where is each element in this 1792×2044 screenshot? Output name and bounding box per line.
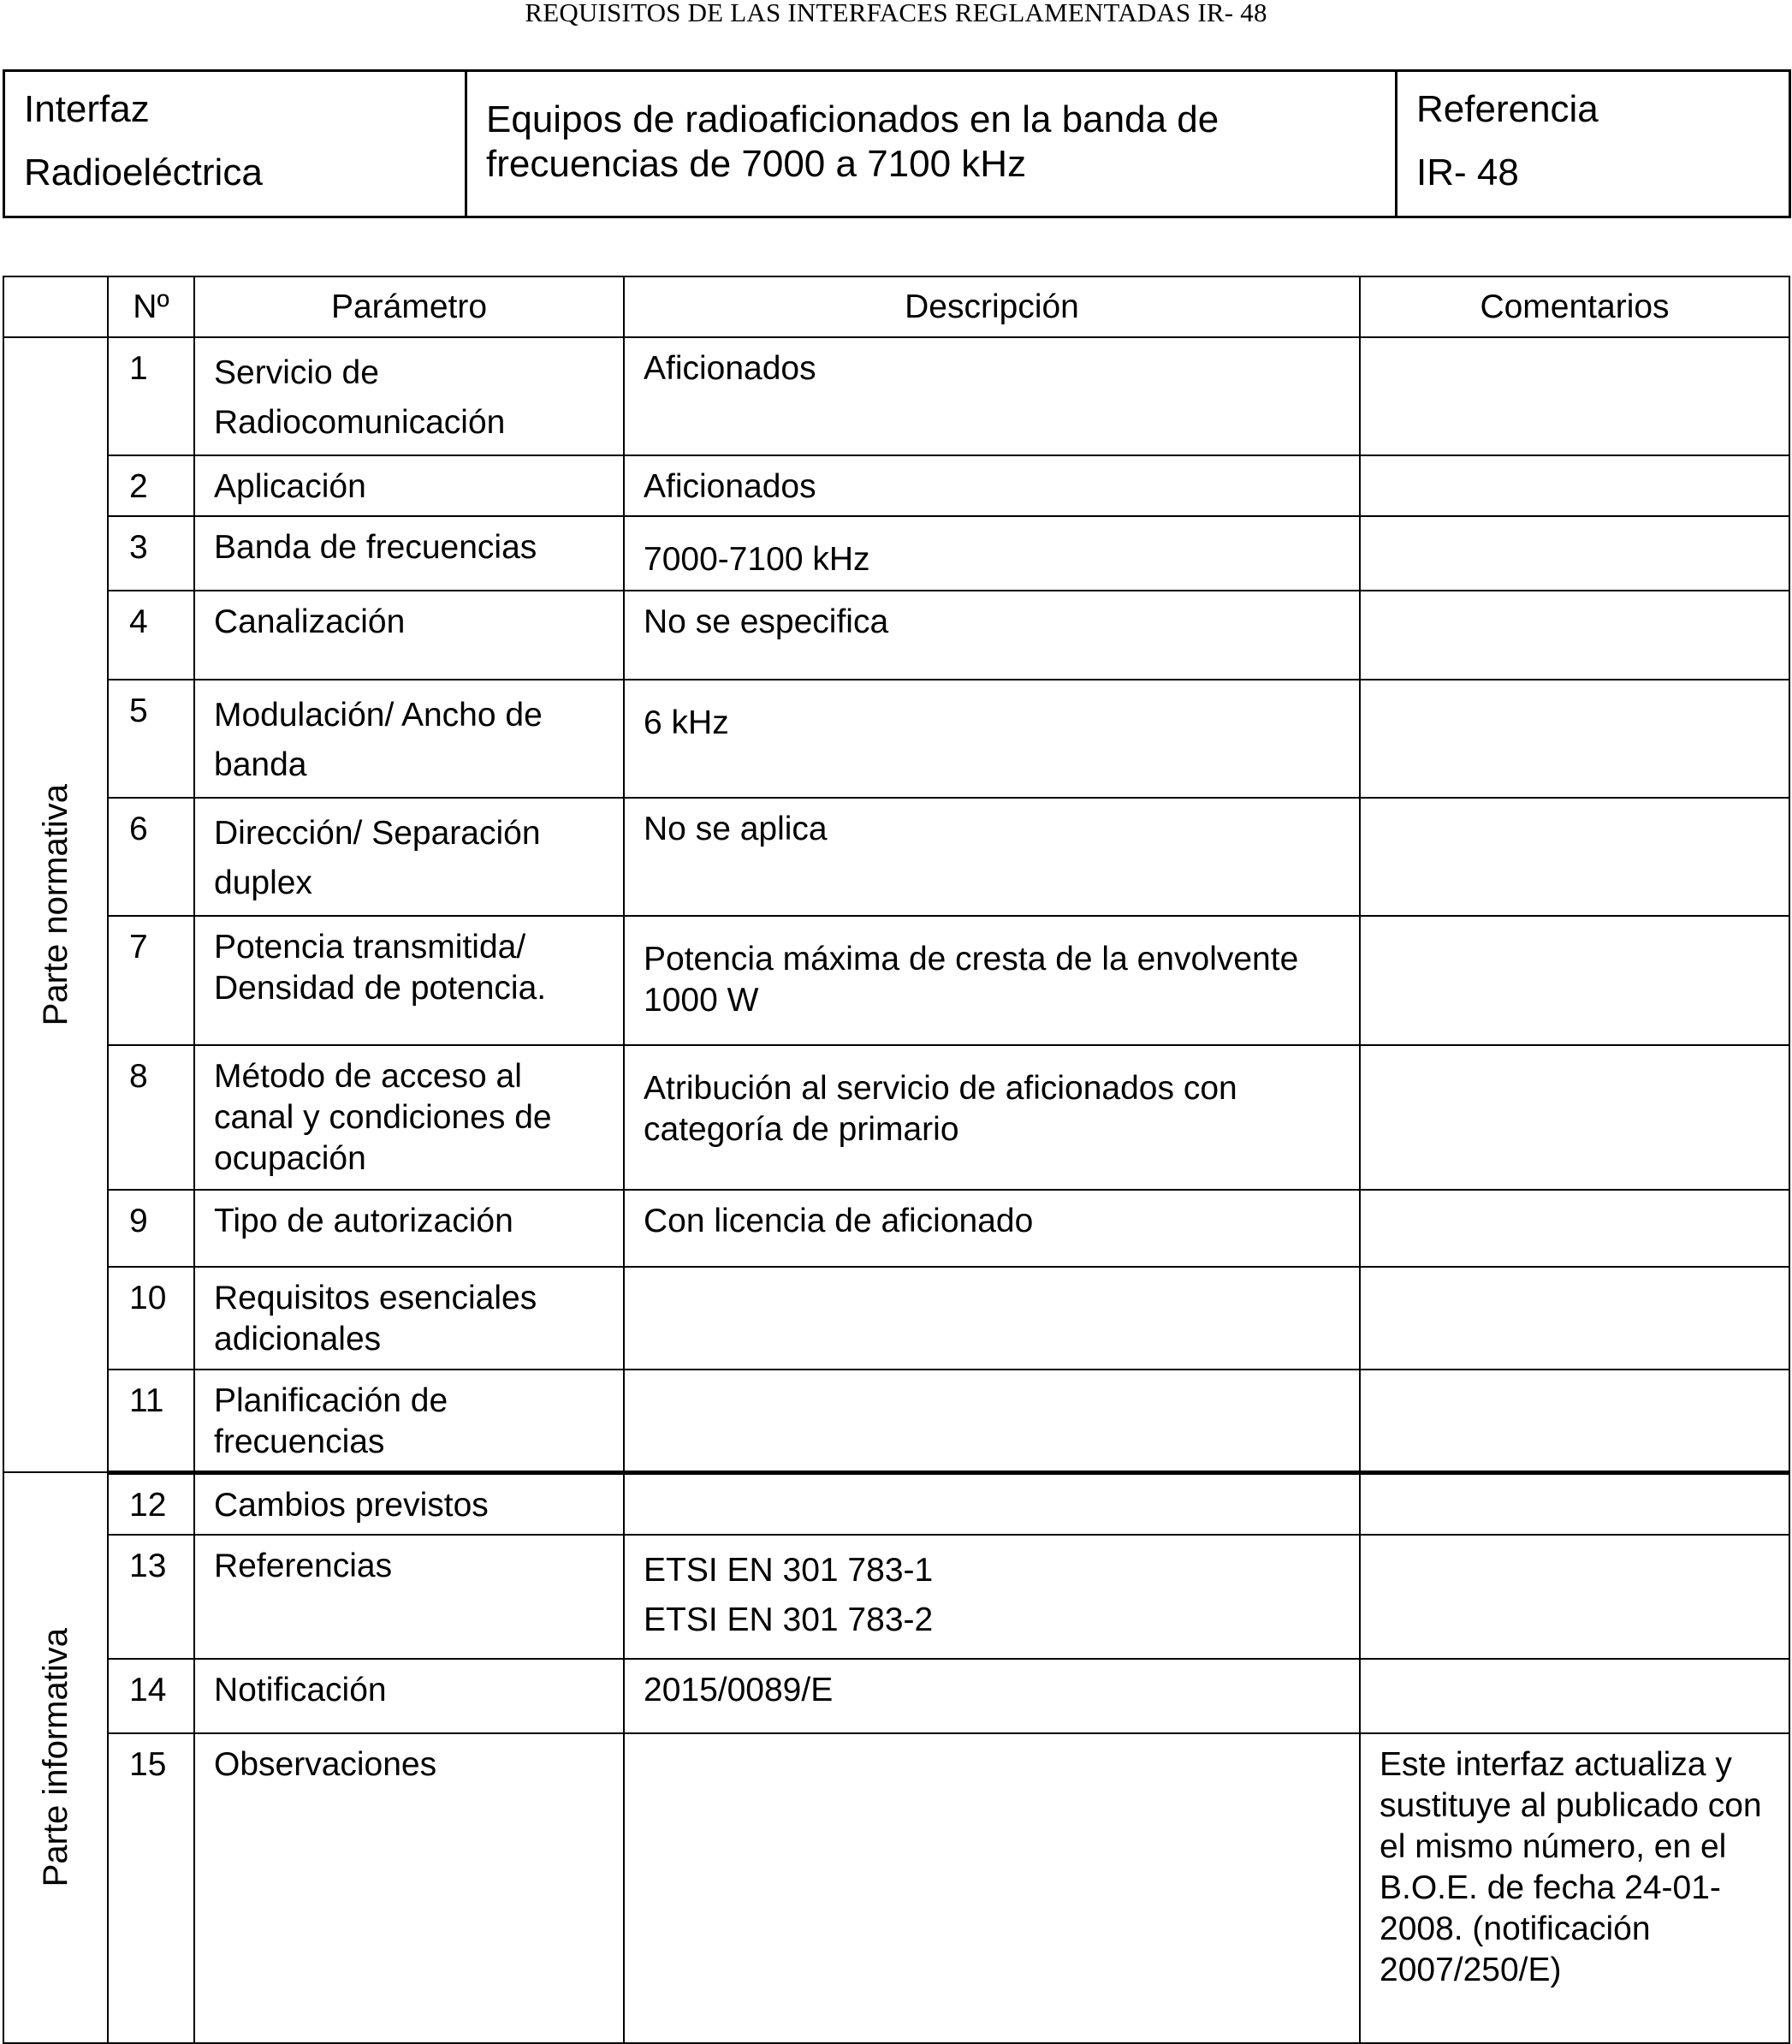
row-comment <box>1360 1472 1789 1535</box>
row-number: 13 <box>108 1535 194 1659</box>
table-row <box>3 916 1789 1045</box>
row-number: 8 <box>108 1045 194 1190</box>
row-parameter: Modulación/ Ancho de banda <box>194 680 624 798</box>
table-row <box>3 1733 1789 2043</box>
row-comment <box>1360 916 1789 1045</box>
table-row <box>3 1190 1789 1267</box>
row-parameter: Requisitos esenciales adicionales <box>194 1267 624 1370</box>
row-comment <box>1360 591 1789 680</box>
row-parameter: Banda de frecuencias <box>194 516 624 591</box>
row-comment <box>1360 337 1789 455</box>
row-parameter: Aplicación <box>194 455 624 516</box>
reference-label: Referencia <box>1416 88 1599 130</box>
interface-label-line2: Radioeléctrica <box>24 152 263 193</box>
row-description <box>624 1535 1360 1659</box>
row-description: Con licencia de aficionado <box>624 1190 1360 1267</box>
table-row <box>3 1370 1789 1472</box>
row-parameter: Servicio de Radiocomunicación <box>194 337 624 455</box>
row-description <box>624 1733 1360 2043</box>
table-row <box>3 516 1789 591</box>
row-parameter: Método de acceso al canal y condiciones de ocupación <box>194 1045 624 1190</box>
row-description: Atribución al servicio de aficionados con categoría de primario <box>624 1045 1360 1190</box>
reference-line-1: ETSI EN 301 783-1 <box>644 1552 934 1589</box>
row-comment <box>1360 1535 1789 1659</box>
row-number: 12 <box>108 1472 194 1535</box>
row-comment <box>1360 680 1789 798</box>
row-description: No se especifica <box>624 591 1360 680</box>
row-comment <box>1360 1045 1789 1190</box>
row-comment <box>1360 1370 1789 1472</box>
row-number: 10 <box>108 1267 194 1370</box>
header-section-cell <box>3 276 108 337</box>
row-number: 15 <box>108 1733 194 2043</box>
row-comment <box>1360 516 1789 591</box>
row-parameter: Canalización <box>194 591 624 680</box>
summary-table <box>3 69 1791 218</box>
row-description <box>624 1472 1360 1535</box>
row-parameter: Cambios previstos <box>194 1472 624 1535</box>
row-comment <box>1360 798 1789 916</box>
table-row <box>3 798 1789 916</box>
row-parameter: Referencias <box>194 1535 624 1659</box>
table-row <box>3 337 1789 455</box>
header-number: Nº <box>108 276 194 337</box>
row-number: 3 <box>108 516 194 591</box>
row-description: 7000-7100 kHz <box>624 516 1360 591</box>
row-number: 9 <box>108 1190 194 1267</box>
row-parameter: Observaciones <box>194 1733 624 2043</box>
row-comment <box>1360 455 1789 516</box>
row-parameter: Tipo de autorización <box>194 1190 624 1267</box>
equipment-cell: Equipos de radioaficionados en la banda de frecuencias de 7000 a 7100 kHz <box>466 71 1397 217</box>
row-description: Aficionados <box>624 337 1360 455</box>
row-number: 11 <box>108 1370 194 1472</box>
interface-cell <box>4 71 466 217</box>
row-description <box>624 1370 1360 1472</box>
table-row <box>3 1535 1789 1659</box>
reference-value: IR- 48 <box>1416 152 1519 193</box>
row-number: 6 <box>108 798 194 916</box>
row-comment <box>1360 1659 1789 1733</box>
header-description: Descripción <box>624 276 1360 337</box>
interface-label-line1: Interfaz <box>24 88 150 130</box>
header-parameter: Parámetro <box>194 276 624 337</box>
row-parameter: Dirección/ Separación duplex <box>194 798 624 916</box>
row-number: 2 <box>108 455 194 516</box>
reference-cell <box>1397 71 1790 217</box>
table-row <box>3 455 1789 516</box>
row-number: 14 <box>108 1659 194 1733</box>
row-description <box>624 1267 1360 1370</box>
summary-row <box>4 71 1790 217</box>
table-row <box>3 1045 1789 1190</box>
row-parameter: Potencia transmitida/ Densidad de potencia. <box>194 916 624 1045</box>
row-description: No se aplica <box>624 798 1360 916</box>
row-number: 1 <box>108 337 194 455</box>
document-header: REQUISITOS DE LAS INTERFACES REGLAMENTADAS IR- 48 <box>525 0 1267 27</box>
section-normative-label: Parte normativa <box>37 783 74 1026</box>
table-row <box>3 680 1789 798</box>
row-description: Aficionados <box>624 455 1360 516</box>
reference-line-2: ETSI EN 301 783-2 <box>644 1601 934 1638</box>
row-number: 7 <box>108 916 194 1045</box>
table-row <box>3 1472 1789 1535</box>
section-informative <box>3 1472 108 2043</box>
section-informative-label: Parte informativa <box>37 1628 74 1887</box>
parameters-table <box>3 276 1790 2044</box>
table-row <box>3 1659 1789 1733</box>
table-header-row <box>3 276 1789 337</box>
header-comments: Comentarios <box>1360 276 1789 337</box>
row-parameter: Notificación <box>194 1659 624 1733</box>
row-comment <box>1360 1190 1789 1267</box>
section-normative <box>3 337 108 1472</box>
row-description: Potencia máxima de cresta de la envolvente 1000 W <box>624 916 1360 1045</box>
row-description: 6 kHz <box>624 680 1360 798</box>
table-row <box>3 1267 1789 1370</box>
table-row <box>3 591 1789 680</box>
row-parameter: Planificación de frecuencias <box>194 1370 624 1472</box>
row-number: 4 <box>108 591 194 680</box>
row-description: 2015/0089/E <box>624 1659 1360 1733</box>
row-number: 5 <box>108 680 194 798</box>
row-comment <box>1360 1267 1789 1370</box>
row-comment: Este interfaz actualiza y sustituye al publicado con el mismo número, en el B.O.E. de fecha 24-01-2008. (notificación 2007/250/E) <box>1360 1733 1789 2043</box>
